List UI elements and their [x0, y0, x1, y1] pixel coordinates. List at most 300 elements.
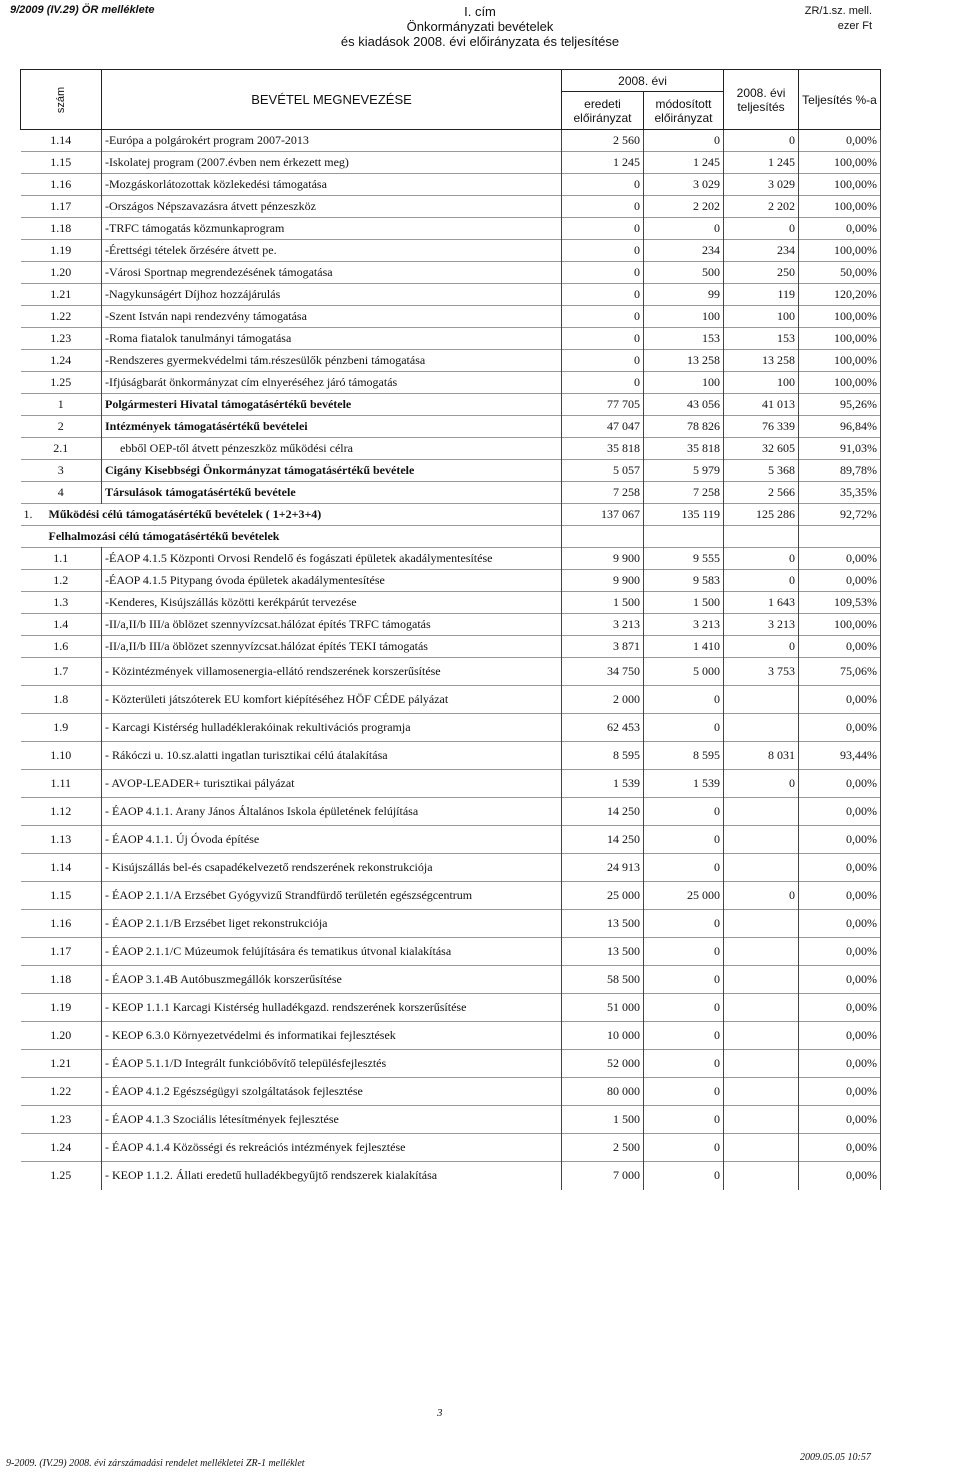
row-original-budget: 34 750	[562, 658, 644, 686]
row-modified-budget: 0	[644, 130, 724, 152]
row-name: -Európa a polgárokért program 2007-2013	[102, 130, 562, 152]
row-name: -TRFC támogatás közmunkaprogram	[102, 218, 562, 240]
row-number: 1.24	[21, 350, 102, 372]
row-original-budget: 0	[562, 174, 644, 196]
row-percent	[799, 526, 881, 548]
row-percent: 0,00%	[799, 686, 881, 714]
title-line-1: I. cím	[464, 4, 496, 19]
row-name: -Szent István napi rendezvény támogatása	[102, 306, 562, 328]
row-actual: 3 753	[724, 658, 799, 686]
row-modified-budget: 100	[644, 372, 724, 394]
row-number: 1.6	[21, 636, 102, 658]
row-number: 1.3	[21, 592, 102, 614]
row-number: 1.17	[21, 938, 102, 966]
row-name: - KEOP 6.3.0 Környezetvédelmi és informatikai fejlesztések	[102, 1022, 562, 1050]
row-actual: 234	[724, 240, 799, 262]
row-actual: 5 368	[724, 460, 799, 482]
row-name: - ÉAOP 4.1.4 Közösségi és rekreációs intézmények fejlesztése	[102, 1134, 562, 1162]
row-percent: 0,00%	[799, 910, 881, 938]
table-row	[21, 394, 881, 416]
row-modified-budget	[644, 526, 724, 548]
row-modified-budget: 0	[644, 1050, 724, 1078]
row-number: 1.10	[21, 742, 102, 770]
row-modified-budget: 0	[644, 1134, 724, 1162]
row-name: - Közintézmények villamosenergia-ellátó rendszerének korszerűsítése	[102, 658, 562, 686]
header-eredeti: eredeti előirányzat	[562, 92, 644, 130]
row-modified-budget: 25 000	[644, 882, 724, 910]
row-name: - ÉAOP 5.1.1/D Integrált funkcióbővítő településfejlesztés	[102, 1050, 562, 1078]
row-modified-budget: 135 119	[644, 504, 724, 526]
row-actual: 41 013	[724, 394, 799, 416]
row-name: Felhalmozási célú támogatásértékű bevételek	[46, 526, 506, 548]
row-actual: 13 258	[724, 350, 799, 372]
row-percent: 0,00%	[799, 994, 881, 1022]
title-line-3: és kiadások 2008. évi előirányzata és teljesítése	[340, 34, 620, 49]
row-actual: 2 202	[724, 196, 799, 218]
row-percent: 92,72%	[799, 504, 881, 526]
row-original-budget: 58 500	[562, 966, 644, 994]
header-teljesites-pct: Teljesítés %-a	[799, 70, 881, 130]
row-actual: 0	[724, 570, 799, 592]
row-original-budget: 2 560	[562, 130, 644, 152]
row-original-budget: 51 000	[562, 994, 644, 1022]
row-modified-budget: 0	[644, 938, 724, 966]
row-name: - ÉAOP 4.1.1. Új Óvoda építése	[102, 826, 562, 854]
row-percent: 96,84%	[799, 416, 881, 438]
row-original-budget: 2 000	[562, 686, 644, 714]
row-modified-budget: 1 245	[644, 152, 724, 174]
row-actual	[724, 994, 799, 1022]
row-name: - ÉAOP 2.1.1/A Erzsébet Gyógyvizű Strandfürdő területén egészségcentrum	[102, 882, 562, 910]
table-row	[21, 504, 881, 526]
row-number: 1.	[21, 504, 102, 526]
row-name: -II/a,II/b III/a öblözet szennyvízcsat.hálózat építés TRFC támogatás	[102, 614, 562, 636]
row-name: - ÉAOP 4.1.1. Arany János Általános Iskola épületének felújítása	[102, 798, 562, 826]
row-actual: 119	[724, 284, 799, 306]
table-row	[21, 570, 881, 592]
table-row	[21, 416, 881, 438]
row-modified-budget: 99	[644, 284, 724, 306]
row-modified-budget: 8 595	[644, 742, 724, 770]
row-modified-budget: 13 258	[644, 350, 724, 372]
document-title	[280, 4, 680, 49]
row-actual: 0	[724, 882, 799, 910]
row-number: 3	[21, 460, 102, 482]
revenue-table	[20, 69, 881, 1190]
table-row	[21, 770, 881, 798]
row-name: -Ifjúságbarát önkormányzat cím elnyeréséhez járó támogatás	[102, 372, 562, 394]
row-actual: 8 031	[724, 742, 799, 770]
row-number: 1.12	[21, 798, 102, 826]
row-number: 1.20	[21, 1022, 102, 1050]
row-original-budget: 0	[562, 218, 644, 240]
row-name: - Kisújszállás bel-és csapadékelvezető rendszerének rekonstrukciója	[102, 854, 562, 882]
row-percent: 109,53%	[799, 592, 881, 614]
row-actual	[724, 686, 799, 714]
row-number: 1.13	[21, 826, 102, 854]
row-number: 1.22	[21, 306, 102, 328]
row-modified-budget: 9 583	[644, 570, 724, 592]
row-number: 1.19	[21, 240, 102, 262]
row-modified-budget: 153	[644, 328, 724, 350]
table-row	[21, 174, 881, 196]
row-actual: 76 339	[724, 416, 799, 438]
table-row	[21, 714, 881, 742]
row-modified-budget: 500	[644, 262, 724, 284]
row-actual	[724, 1050, 799, 1078]
table-row	[21, 686, 881, 714]
row-actual: 125 286	[724, 504, 799, 526]
row-modified-budget: 0	[644, 686, 724, 714]
row-modified-budget: 3 213	[644, 614, 724, 636]
row-percent: 0,00%	[799, 798, 881, 826]
table-row	[21, 240, 881, 262]
row-number: 1.16	[21, 174, 102, 196]
row-original-budget: 0	[562, 284, 644, 306]
row-actual	[724, 526, 799, 548]
footer-left: 9-2009. (IV.29) 2008. évi zárszámadási rendelet mellékletei ZR-1 melléklet	[6, 1458, 305, 1469]
row-original-budget: 77 705	[562, 394, 644, 416]
row-name: Cigány Kisebbségi Önkormányzat támogatásértékű bevétele	[102, 460, 562, 482]
row-name: - KEOP 1.1.2. Állati eredetű hulladékbegyűjtő rendszerek kialakítása	[102, 1162, 562, 1190]
row-original-budget: 10 000	[562, 1022, 644, 1050]
row-modified-budget: 2 202	[644, 196, 724, 218]
row-name: Intézmények támogatásértékű bevételei	[102, 416, 562, 438]
row-name: Társulások támogatásértékű bevétele	[102, 482, 562, 504]
row-original-budget: 13 500	[562, 910, 644, 938]
row-original-budget: 5 057	[562, 460, 644, 482]
row-percent: 0,00%	[799, 1078, 881, 1106]
row-original-budget: 1 500	[562, 592, 644, 614]
row-number: 1.20	[21, 262, 102, 284]
row-original-budget: 7 258	[562, 482, 644, 504]
row-number: 1.9	[21, 714, 102, 742]
header-year-group: 2008. évi	[562, 70, 724, 92]
row-actual: 32 605	[724, 438, 799, 460]
row-number: 1.15	[21, 882, 102, 910]
row-number: 4	[21, 482, 102, 504]
row-number: 1.19	[21, 994, 102, 1022]
footer-right: 2009.05.05 10:57	[800, 1452, 871, 1463]
document-reference: 9/2009 (IV.29) ÖR melléklete	[10, 4, 155, 16]
row-actual: 100	[724, 372, 799, 394]
row-percent: 0,00%	[799, 966, 881, 994]
row-modified-budget: 1 500	[644, 592, 724, 614]
table-row	[21, 742, 881, 770]
row-name: -Kenderes, Kisújszállás közötti kerékpárút tervezése	[102, 592, 562, 614]
row-number: 1.17	[21, 196, 102, 218]
row-modified-budget: 0	[644, 1022, 724, 1050]
table-row	[21, 1162, 881, 1190]
row-original-budget: 35 818	[562, 438, 644, 460]
row-percent: 100,00%	[799, 372, 881, 394]
row-number: 1.25	[21, 372, 102, 394]
table-row	[21, 1022, 881, 1050]
row-name: -Iskolatej program (2007.évben nem érkezett meg)	[102, 152, 562, 174]
row-modified-budget: 0	[644, 854, 724, 882]
row-percent: 100,00%	[799, 174, 881, 196]
row-modified-budget: 0	[644, 994, 724, 1022]
row-modified-budget: 43 056	[644, 394, 724, 416]
row-percent: 100,00%	[799, 152, 881, 174]
header-szam: szám	[21, 70, 102, 130]
row-percent: 93,44%	[799, 742, 881, 770]
table-row	[21, 548, 881, 570]
row-original-budget: 80 000	[562, 1078, 644, 1106]
row-name: - AVOP-LEADER+ turisztikai pályázat	[102, 770, 562, 798]
row-name: - KEOP 1.1.1 Karcagi Kistérség hulladékgazd. rendszerének korszerűsítése	[102, 994, 562, 1022]
row-percent: 0,00%	[799, 1050, 881, 1078]
table-row	[21, 438, 881, 460]
row-number: 1.8	[21, 686, 102, 714]
row-percent: 0,00%	[799, 1106, 881, 1134]
row-original-budget: 52 000	[562, 1050, 644, 1078]
row-original-budget: 0	[562, 372, 644, 394]
row-modified-budget: 234	[644, 240, 724, 262]
row-percent: 0,00%	[799, 938, 881, 966]
table-row	[21, 1134, 881, 1162]
row-number: 1.24	[21, 1134, 102, 1162]
row-percent: 0,00%	[799, 130, 881, 152]
row-original-budget: 62 453	[562, 714, 644, 742]
row-number: 1.1	[21, 548, 102, 570]
row-modified-budget: 0	[644, 826, 724, 854]
row-percent: 0,00%	[799, 882, 881, 910]
row-percent: 0,00%	[799, 714, 881, 742]
row-name: -Nagykunságért Díjhoz hozzájárulás	[102, 284, 562, 306]
row-number: 1.23	[21, 1106, 102, 1134]
row-percent: 89,78%	[799, 460, 881, 482]
row-modified-budget: 9 555	[644, 548, 724, 570]
row-modified-budget: 0	[644, 1106, 724, 1134]
row-actual: 0	[724, 130, 799, 152]
table-row	[21, 826, 881, 854]
row-actual: 2 566	[724, 482, 799, 504]
row-original-budget: 0	[562, 306, 644, 328]
row-modified-budget: 78 826	[644, 416, 724, 438]
row-original-budget: 47 047	[562, 416, 644, 438]
row-modified-budget: 3 029	[644, 174, 724, 196]
unit-label: ezer Ft	[837, 20, 872, 32]
row-name: -II/a,II/b III/a öblözet szennyvízcsat.hálózat építés TEKI támogatás	[102, 636, 562, 658]
row-percent: 0,00%	[799, 570, 881, 592]
row-percent: 100,00%	[799, 328, 881, 350]
row-percent: 0,00%	[799, 770, 881, 798]
row-percent: 0,00%	[799, 548, 881, 570]
row-original-budget: 1 245	[562, 152, 644, 174]
row-name: -Országos Népszavazásra átvett pénzeszköz	[102, 196, 562, 218]
table-row	[21, 218, 881, 240]
row-number: 1	[21, 394, 102, 416]
row-name: - ÉAOP 2.1.1/C Múzeumok felújítására és tematikus útvonal kialakítása	[102, 938, 562, 966]
row-number: 2.1	[21, 438, 102, 460]
row-number: 1.11	[21, 770, 102, 798]
row-number: 1.18	[21, 966, 102, 994]
row-actual	[724, 1078, 799, 1106]
row-original-budget: 3 213	[562, 614, 644, 636]
row-modified-budget: 5 979	[644, 460, 724, 482]
row-percent: 0,00%	[799, 1022, 881, 1050]
row-percent: 35,35%	[799, 482, 881, 504]
row-name: - ÉAOP 4.1.3 Szociális létesítmények fejlesztése	[102, 1106, 562, 1134]
row-number: 1.7	[21, 658, 102, 686]
table-row	[21, 130, 881, 152]
row-original-budget: 3 871	[562, 636, 644, 658]
table-row	[21, 284, 881, 306]
row-name: -Rendszeres gyermekvédelmi tám.részesülők pénzbeni támogatása	[102, 350, 562, 372]
row-original-budget: 1 500	[562, 1106, 644, 1134]
table-row	[21, 350, 881, 372]
row-actual: 0	[724, 548, 799, 570]
table-row	[21, 372, 881, 394]
row-actual	[724, 854, 799, 882]
row-original-budget: 25 000	[562, 882, 644, 910]
row-actual: 0	[724, 218, 799, 240]
table-row	[21, 526, 881, 548]
row-number: 1.14	[21, 854, 102, 882]
row-name: - Karcagi Kistérség hulladéklerakóinak rekultivációs programja	[102, 714, 562, 742]
table-row	[21, 328, 881, 350]
row-name: - ÉAOP 2.1.1/B Erzsébet liget rekonstrukciója	[102, 910, 562, 938]
row-original-budget: 0	[562, 196, 644, 218]
row-percent: 100,00%	[799, 196, 881, 218]
table-row	[21, 882, 881, 910]
row-original-budget: 2 500	[562, 1134, 644, 1162]
row-number: 1.15	[21, 152, 102, 174]
table-row	[21, 798, 881, 826]
row-modified-budget: 5 000	[644, 658, 724, 686]
row-number: 1.21	[21, 1050, 102, 1078]
row-number: 1.23	[21, 328, 102, 350]
row-name: -Roma fiatalok tanulmányi támogatása	[102, 328, 562, 350]
row-original-budget: 13 500	[562, 938, 644, 966]
row-name: Működési célú támogatásértékű bevételek ( 1+2+3+4)	[46, 504, 506, 526]
row-number: 1.16	[21, 910, 102, 938]
row-original-budget: 14 250	[562, 798, 644, 826]
table-row	[21, 1078, 881, 1106]
table-row	[21, 592, 881, 614]
row-percent: 91,03%	[799, 438, 881, 460]
row-percent: 95,26%	[799, 394, 881, 416]
row-original-budget: 9 900	[562, 548, 644, 570]
row-percent: 100,00%	[799, 306, 881, 328]
table-row	[21, 614, 881, 636]
row-modified-budget: 0	[644, 218, 724, 240]
row-actual: 1 245	[724, 152, 799, 174]
row-original-budget: 0	[562, 240, 644, 262]
row-percent: 120,20%	[799, 284, 881, 306]
row-actual: 250	[724, 262, 799, 284]
row-modified-budget: 0	[644, 910, 724, 938]
row-modified-budget: 0	[644, 714, 724, 742]
table-row	[21, 196, 881, 218]
row-modified-budget: 100	[644, 306, 724, 328]
row-actual: 0	[724, 636, 799, 658]
table-row	[21, 152, 881, 174]
row-percent: 0,00%	[799, 1162, 881, 1190]
row-name: -ÉAOP 4.1.5 Központi Orvosi Rendelő és fogászati épületek akadálymentesítése	[102, 548, 562, 570]
row-modified-budget: 0	[644, 1162, 724, 1190]
table-row	[21, 938, 881, 966]
row-name: ebből OEP-től átvett pénzeszköz működési célra	[102, 438, 562, 460]
row-number: 1.4	[21, 614, 102, 636]
row-name: -Érettségi tételek őrzésére átvett pe.	[102, 240, 562, 262]
row-actual: 3 029	[724, 174, 799, 196]
row-modified-budget: 1 539	[644, 770, 724, 798]
row-modified-budget: 35 818	[644, 438, 724, 460]
row-name: -ÉAOP 4.1.5 Pitypang óvoda épületek akadálymentesítése	[102, 570, 562, 592]
table-row	[21, 460, 881, 482]
row-percent: 100,00%	[799, 240, 881, 262]
row-original-budget: 0	[562, 350, 644, 372]
row-name: Polgármesteri Hivatal támogatásértékű bevétele	[102, 394, 562, 416]
row-actual: 153	[724, 328, 799, 350]
row-actual: 3 213	[724, 614, 799, 636]
annex-reference	[805, 4, 872, 34]
table-row	[21, 910, 881, 938]
row-number: 1.25	[21, 1162, 102, 1190]
row-actual: 1 643	[724, 592, 799, 614]
row-percent: 100,00%	[799, 350, 881, 372]
row-number: 1.22	[21, 1078, 102, 1106]
header-megnevezes: BEVÉTEL MEGNEVEZÉSE	[102, 70, 562, 130]
row-number: 2	[21, 416, 102, 438]
table-header	[21, 70, 881, 130]
row-modified-budget: 0	[644, 798, 724, 826]
row-original-budget: 9 900	[562, 570, 644, 592]
row-original-budget: 1 539	[562, 770, 644, 798]
annex-label: ZR/1.sz. mell.	[804, 5, 872, 17]
row-actual	[724, 826, 799, 854]
row-actual	[724, 1134, 799, 1162]
row-percent: 0,00%	[799, 636, 881, 658]
row-name: -Mozgáskorlátozottak közlekedési támogatása	[102, 174, 562, 196]
row-original-budget	[562, 526, 644, 548]
row-name: - ÉAOP 3.1.4B Autóbuszmegállók korszerűsítése	[102, 966, 562, 994]
row-actual	[724, 966, 799, 994]
row-original-budget: 0	[562, 328, 644, 350]
row-modified-budget: 1 410	[644, 636, 724, 658]
row-actual	[724, 714, 799, 742]
row-actual	[724, 1106, 799, 1134]
row-actual	[724, 798, 799, 826]
table-row	[21, 306, 881, 328]
row-actual	[724, 1162, 799, 1190]
row-modified-budget: 7 258	[644, 482, 724, 504]
row-number: 1.21	[21, 284, 102, 306]
table-row	[21, 1050, 881, 1078]
row-original-budget: 14 250	[562, 826, 644, 854]
header-teljesites: 2008. évi teljesítés	[724, 70, 799, 130]
table-body	[21, 130, 881, 1190]
row-actual	[724, 1022, 799, 1050]
row-actual	[724, 938, 799, 966]
row-percent: 75,06%	[799, 658, 881, 686]
row-actual: 100	[724, 306, 799, 328]
row-number: 1.14	[21, 130, 102, 152]
row-original-budget: 24 913	[562, 854, 644, 882]
row-original-budget: 7 000	[562, 1162, 644, 1190]
row-percent: 0,00%	[799, 826, 881, 854]
title-line-2: Önkormányzati bevételek	[406, 19, 554, 34]
page-number: 3	[437, 1407, 443, 1419]
table-row	[21, 854, 881, 882]
row-actual: 0	[724, 770, 799, 798]
row-name: -Városi Sportnap megrendezésének támogatása	[102, 262, 562, 284]
row-modified-budget: 0	[644, 1078, 724, 1106]
row-name: - Közterületi játszóterek EU komfort kiépítéséhez HÖF CÉDE pályázat	[102, 686, 562, 714]
row-percent: 0,00%	[799, 1134, 881, 1162]
